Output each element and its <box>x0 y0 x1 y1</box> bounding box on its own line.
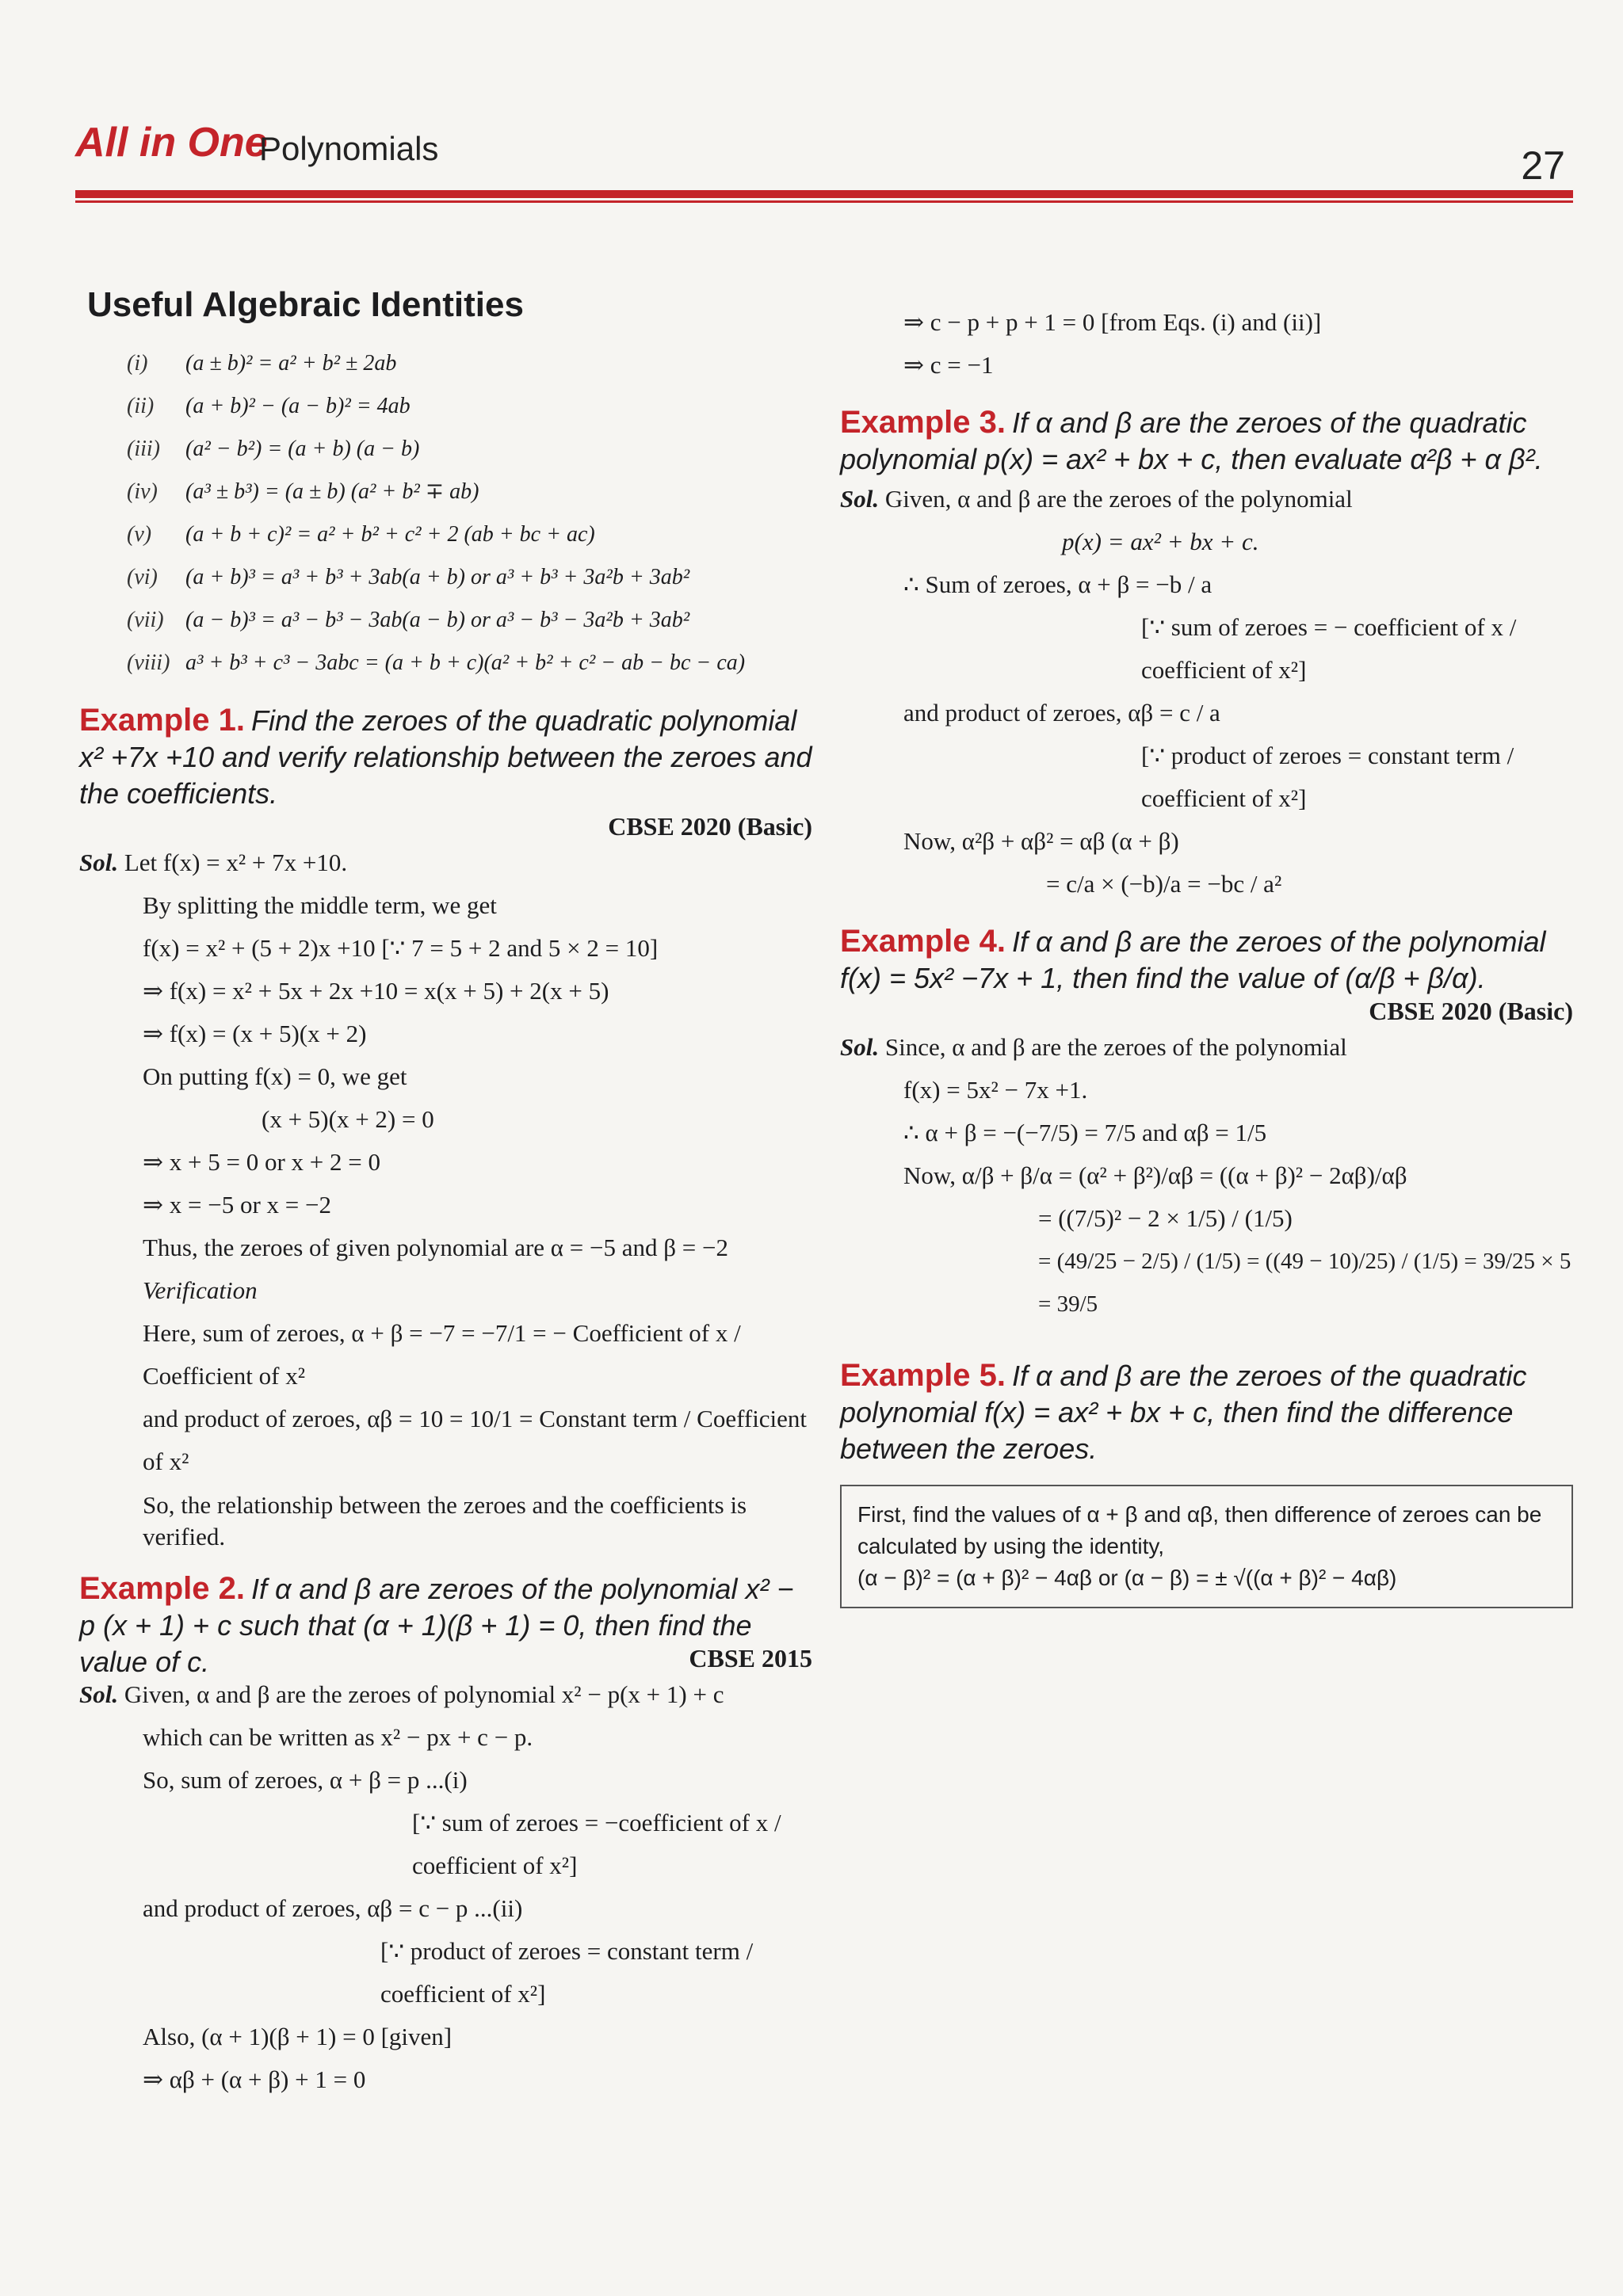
solution-line: ⇒ f(x) = x² + 5x + 2x +10 = x(x + 5) + 2(x + 5) <box>143 977 609 1005</box>
brand-logo: All in One <box>75 120 268 166</box>
solution-line: Let f(x) = x² + 7x +10. <box>124 849 348 876</box>
left-column <box>79 285 812 2101</box>
solution-line: Verification <box>143 1276 258 1304</box>
example-5-label: Example 5. <box>840 1358 1006 1393</box>
solution-line: = ((7/5)² − 2 × 1/5) / (1/5) <box>1038 1204 1293 1232</box>
hint-text: First, find the values of α + β and αβ, then difference of zeroes can be calculated by using the identity, <box>857 1502 1542 1558</box>
solution-line: ⇒ c = −1 <box>903 351 994 379</box>
example-2-tag: CBSE 2015 <box>689 1644 812 1672</box>
solution-line: Now, α²β + αβ² = αβ (α + β) <box>903 827 1179 855</box>
solution-line: ⇒ f(x) = (x + 5)(x + 2) <box>143 1020 367 1047</box>
example-1-label: Example 1. <box>79 703 246 738</box>
solution-line: Since, α and β are the zeroes of the polynomial <box>884 1033 1347 1061</box>
hint-box <box>840 1485 1573 1608</box>
example-4-tag: CBSE 2020 (Basic) <box>1369 997 1573 1025</box>
solution-line: [∵ product of zeroes = constant term / coefficient of x²] <box>1141 742 1514 812</box>
solution-line: ⇒ αβ + (α + β) + 1 = 0 <box>143 2065 366 2093</box>
solution-line: f(x) = 5x² − 7x +1. <box>903 1076 1088 1104</box>
identities-heading: Useful Algebraic Identities <box>87 285 524 324</box>
example-4-solution <box>840 1026 1573 1325</box>
example-2-label: Example 2. <box>79 1571 246 1606</box>
solution-line: p(x) = ax² + bx + c. <box>1062 528 1259 555</box>
solution-line: = c/a × (−b)/a = −bc / a² <box>1046 870 1282 898</box>
sol-label: Sol. <box>840 1033 880 1061</box>
example-3-text: If α and β are the zeroes of the quadratic polynomial p(x) = ax² + bx + c, then evaluate α²β + α β². <box>840 406 1543 475</box>
sol-label: Sol. <box>840 485 880 513</box>
solution-line: [∵ product of zeroes = constant term / coefficient of x²] <box>380 1937 754 2008</box>
page-number: 27 <box>1521 143 1565 188</box>
solution-line: = (49/25 − 2/5) / (1/5) = ((49 − 10)/25) / (1/5) = 39/25 × 5 = 39/5 <box>1038 1249 1571 1317</box>
example-3-solution <box>840 478 1573 906</box>
example-2-solution <box>79 1673 812 2101</box>
page-header <box>75 119 1573 206</box>
solution-line: Given, α and β are the zeroes of the polynomial <box>884 485 1353 513</box>
example-3-question <box>840 404 1573 478</box>
example-3-label: Example 3. <box>840 405 1006 440</box>
solution-line: and product of zeroes, αβ = 10 = 10/1 = Constant term / Coefficient of x² <box>143 1405 808 1475</box>
example-4-label: Example 4. <box>840 924 1006 959</box>
solution-line: ∴ α + β = −(−7/5) = 7/5 and αβ = 1/5 <box>903 1119 1267 1146</box>
solution-line: By splitting the middle term, we get <box>143 891 497 919</box>
solution-line: So, the relationship between the zeroes and the coefficients is verified. <box>143 1491 747 1550</box>
solution-line: ⇒ x + 5 = 0 or x + 2 = 0 <box>143 1148 380 1176</box>
example-1-solution <box>79 841 812 1553</box>
solution-line: f(x) = x² + (5 + 2)x +10 [∵ 7 = 5 + 2 and 5 × 2 = 10] <box>143 934 659 962</box>
example-4-text: If α and β are the zeroes of the polynomial f(x) = 5x² −7x + 1, then find the value of (α/β + β/α). <box>840 925 1546 994</box>
solution-line: which can be written as x² − px + c − p. <box>143 1723 533 1751</box>
sol-label: Sol. <box>79 1680 119 1708</box>
solution-line: [∵ sum of zeroes = −coefficient of x / coefficient of x²] <box>412 1809 781 1879</box>
list-item: (v) (a + b + c)² = a² + b² + c² + 2 (ab + bc + ac) <box>127 522 595 547</box>
example-1-text: Find the zeroes of the quadratic polynomial x² +7x +10 and verify relationship between the zeroes and the coefficients. <box>79 704 812 810</box>
example-2-text: If α and β are zeroes of the polynomial x² − p (x + 1) + c such that (α + 1)(β + 1) = 0, then find the value of c. <box>79 1573 794 1678</box>
list-item: (iii) (a² − b²) = (a + b) (a − b) <box>127 437 420 461</box>
solution-line: Given, α and β are the zeroes of polynomial x² − p(x + 1) + c <box>124 1680 724 1708</box>
list-item: (viii) a³ + b³ + c³ − 3abc = (a + b + c)(a² + b² + c² − ab − bc − ca) <box>127 650 746 675</box>
identities-list <box>79 342 812 685</box>
solution-line: (x + 5)(x + 2) = 0 <box>262 1105 434 1133</box>
solution-line: ⇒ c − p + p + 1 = 0 [from Eqs. (i) and (ii)] <box>903 308 1322 336</box>
hint-formula: (α − β)² = (α + β)² − 4αβ or (α − β) = ± √((α + β)² − 4αβ) <box>857 1566 1397 1590</box>
example-1-question <box>79 702 812 812</box>
solution-line: ⇒ x = −5 or x = −2 <box>143 1191 331 1219</box>
solution-line: On putting f(x) = 0, we get <box>143 1062 407 1090</box>
solution-line: So, sum of zeroes, α + β = p ...(i) <box>143 1766 468 1794</box>
solution-line: Now, α/β + β/α = (α² + β²)/αβ = ((α + β)² − 2αβ)/αβ <box>903 1161 1407 1189</box>
list-item: (i) (a ± b)² = a² + b² ± 2ab <box>127 351 397 376</box>
solution-line: Also, (α + 1)(β + 1) = 0 [given] <box>143 2023 453 2050</box>
example-1-tag: CBSE 2020 (Basic) <box>608 812 812 841</box>
sol-label: Sol. <box>79 849 119 876</box>
solution-line: ∴ Sum of zeroes, α + β = −b / a <box>903 570 1212 598</box>
solution-line: and product of zeroes, αβ = c − p ...(ii) <box>143 1894 523 1922</box>
solution-line: Thus, the zeroes of given polynomial are α = −5 and β = −2 <box>143 1234 728 1261</box>
example-5-text: If α and β are the zeroes of the quadratic polynomial f(x) = ax² + bx + c, then find the difference between the zeroes. <box>840 1360 1527 1465</box>
list-item: (vii) (a − b)³ = a³ − b³ − 3ab(a − b) or a³ − b³ − 3a²b + 3ab² <box>127 608 690 632</box>
example-4-question <box>840 923 1573 997</box>
right-column <box>840 301 1573 1608</box>
solution-line: [∵ sum of zeroes = − coefficient of x / coefficient of x²] <box>1141 613 1517 684</box>
header-rule-thick <box>75 190 1573 198</box>
header-rule-thin <box>75 200 1573 203</box>
example-2-continuation <box>840 301 1573 387</box>
solution-line: and product of zeroes, αβ = c / a <box>903 699 1220 727</box>
example-5-question <box>840 1357 1573 1467</box>
solution-line: Here, sum of zeroes, α + β = −7 = −7/1 = − Coefficient of x / Coefficient of x² <box>143 1319 741 1390</box>
list-item: (iv) (a³ ± b³) = (a ± b) (a² + b² ∓ ab) <box>127 479 479 504</box>
chapter-title: Polynomials <box>259 130 439 167</box>
list-item: (vi) (a + b)³ = a³ + b³ + 3ab(a + b) or a³ + b³ + 3a²b + 3ab² <box>127 565 690 589</box>
list-item: (ii) (a + b)² − (a − b)² = 4ab <box>127 394 411 418</box>
